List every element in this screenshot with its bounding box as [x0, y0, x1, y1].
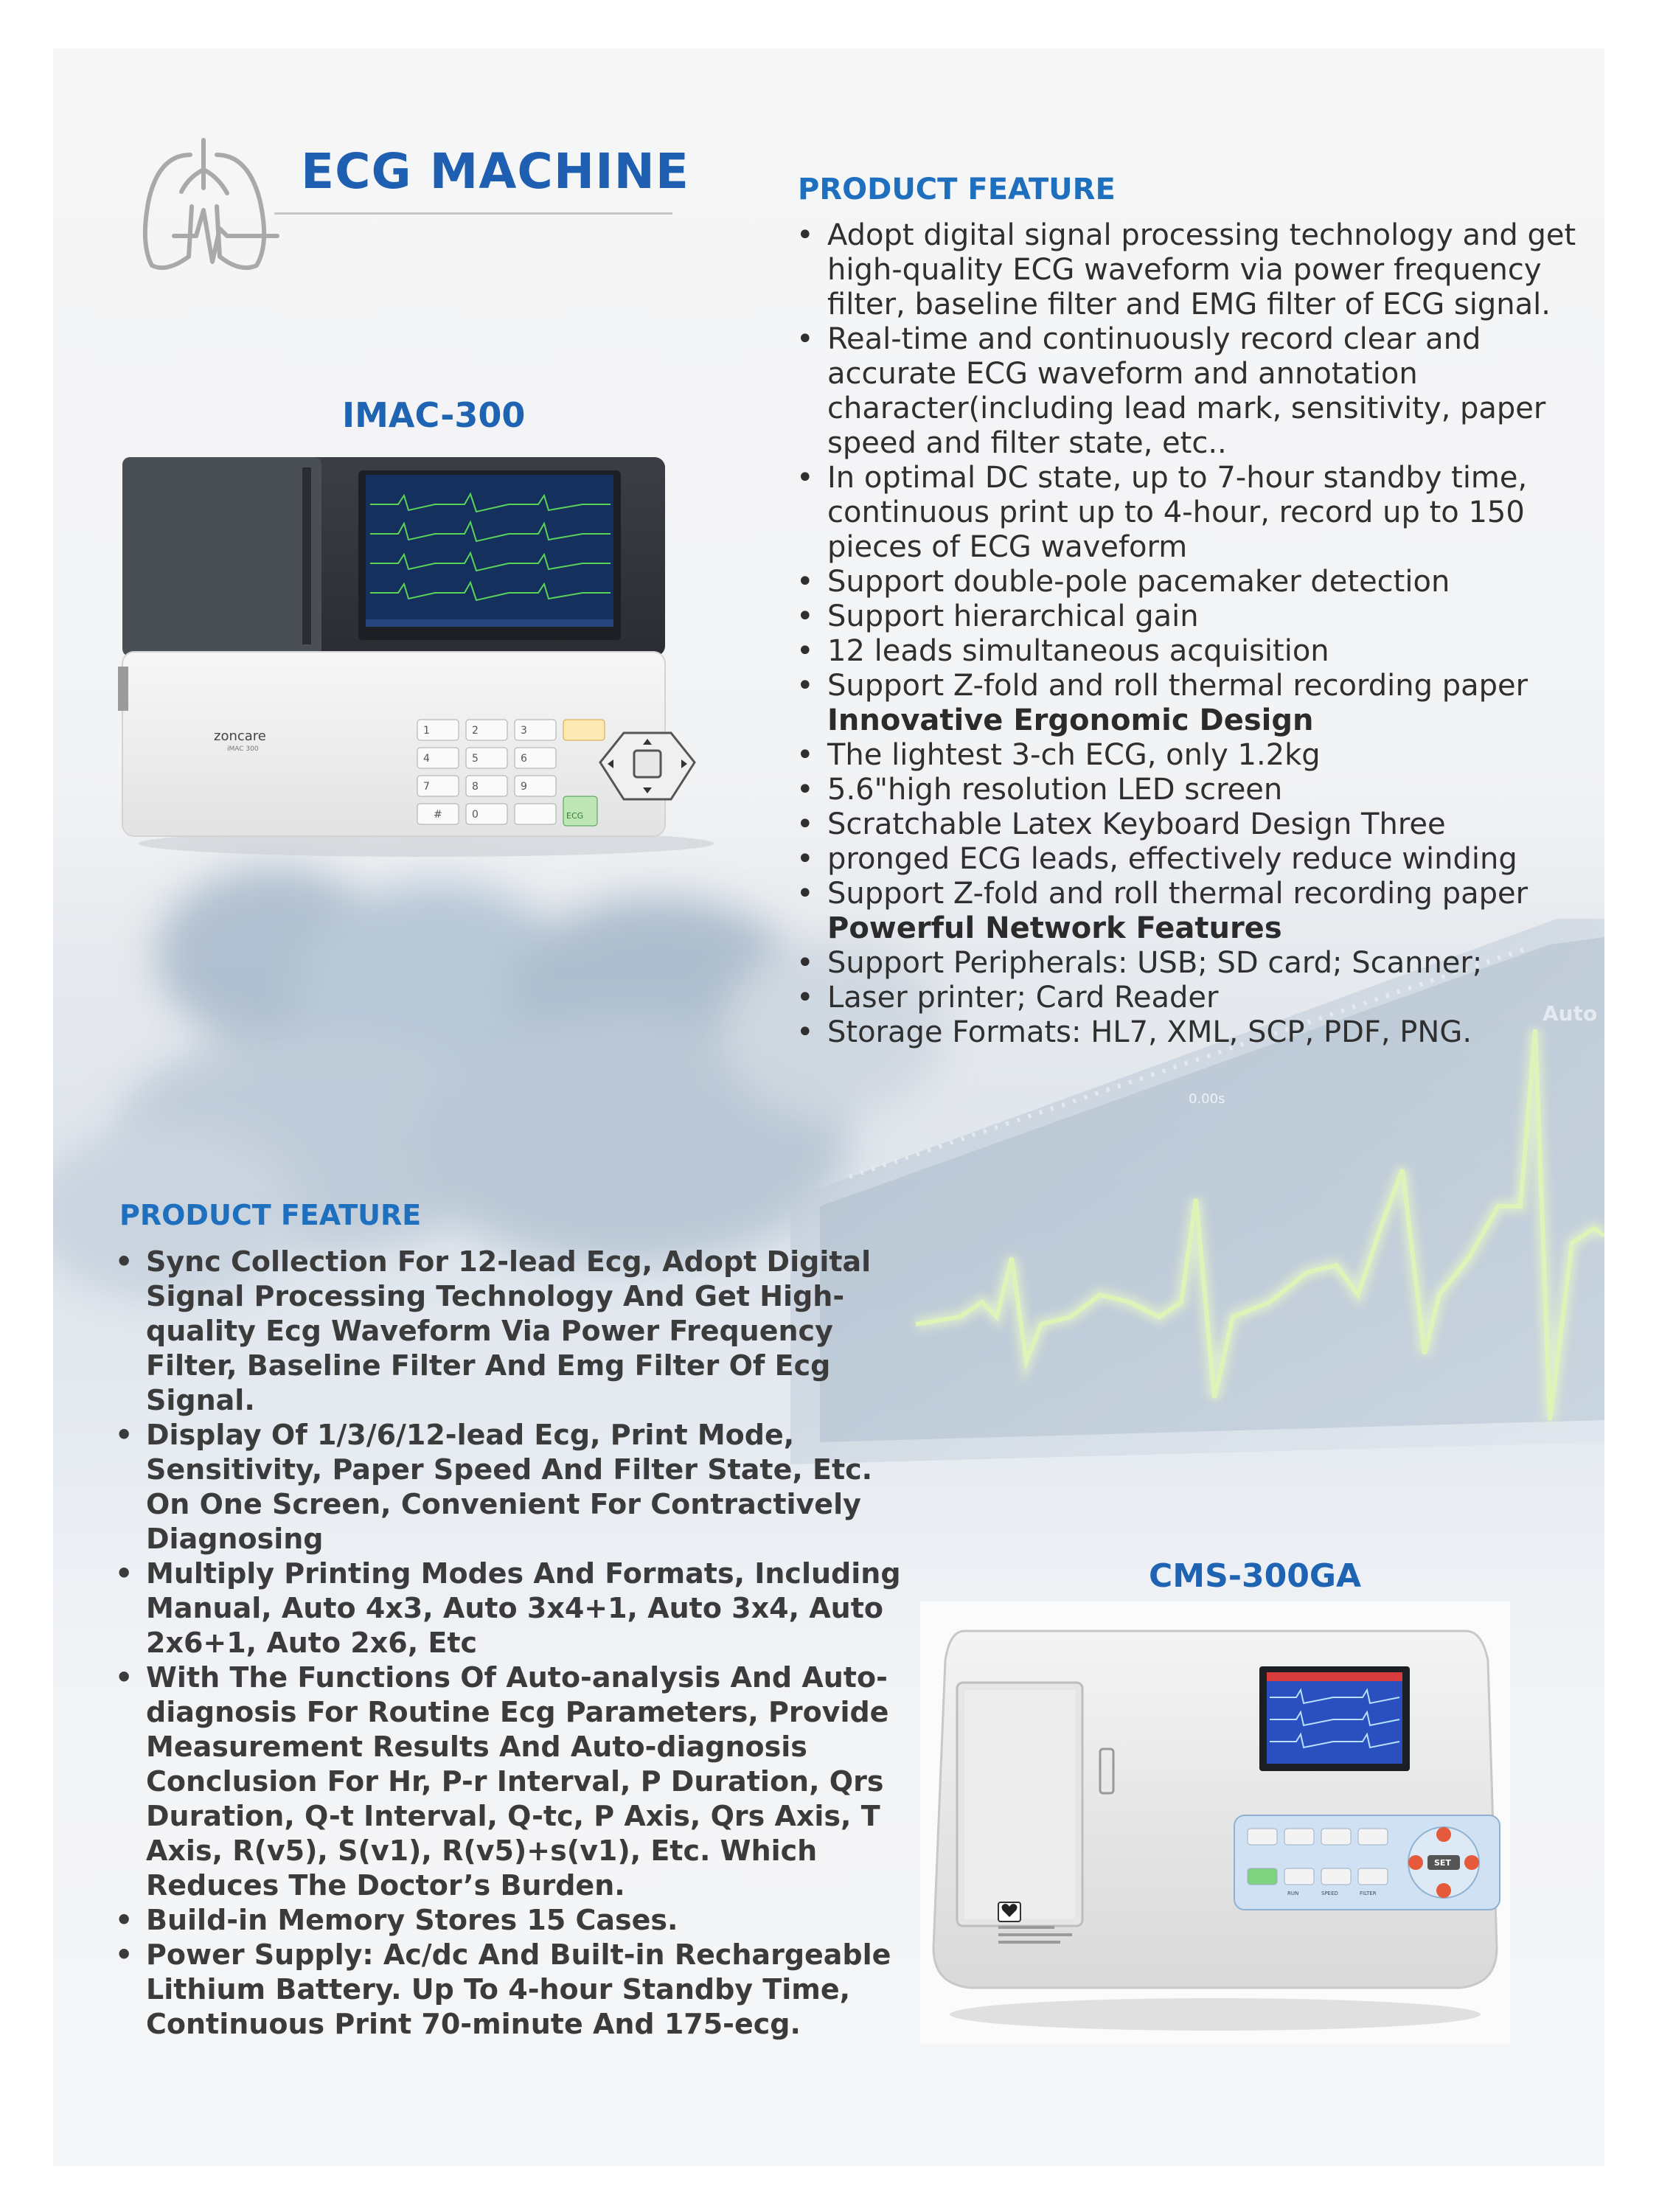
- feature-item: • pronged ECG leads, effectively reduce winding: [793, 842, 1590, 877]
- device-key: 8: [472, 781, 479, 793]
- model-name-cms300ga: CMS-300GA: [1149, 1557, 1362, 1595]
- feature-item: • 5.6"high resolution LED screen: [793, 773, 1590, 807]
- device-brand-label: zoncare: [214, 728, 266, 744]
- feature-item: • The lightest 3-ch ECG, only 1.2kg: [793, 738, 1590, 773]
- cms300ga-device-image: [920, 1601, 1510, 2044]
- feature-item: • Build-in Memory Stores 15 Cases.: [112, 1903, 923, 1938]
- model-name-imac300: IMAC-300: [342, 395, 526, 435]
- device-key: 4: [423, 753, 430, 765]
- feature-item: • In optimal DC state, up to 7-hour standby time, continuous print up to 4-hour, record up to 150 pieces of ECG waveform: [793, 461, 1590, 565]
- brochure-page: [53, 49, 1604, 2166]
- device-key: ECG: [566, 811, 584, 821]
- feature-item: • Storage Formats: HL7, XML, SCP, PDF, PNG.: [793, 1015, 1590, 1050]
- feature-item: • Display Of 1/3/6/12-lead Ecg, Print Mode, Sensitivity, Paper Speed And Filter State, Etc. On One Screen, Convenient For Contractively Diagnosing: [112, 1418, 923, 1557]
- feature-item: • Power Supply: Ac/dc And Built-in Rechargeable Lithium Battery. Up To 4-hour Standby Time, Continuous Print 70-minute And 175-ecg.: [112, 1938, 923, 2042]
- device-key: 3: [521, 725, 527, 737]
- right-features-heading: PRODUCT FEATURE: [798, 173, 1116, 206]
- feature-item: • Support double-pole pacemaker detection: [793, 565, 1590, 599]
- subheading-network: Powerful Network Features: [827, 911, 1282, 945]
- device-key: #: [434, 809, 442, 821]
- device-key: 9: [521, 781, 527, 793]
- device-key: 5: [472, 753, 479, 765]
- device-key: 7: [423, 781, 430, 793]
- title-underline: [274, 212, 672, 215]
- device-button-label: RUN: [1287, 1891, 1299, 1896]
- left-features-heading: PRODUCT FEATURE: [119, 1199, 422, 1231]
- device-dpad: [1408, 1827, 1479, 1898]
- device-key: 6: [521, 753, 527, 765]
- feature-item: • Scratchable Latex Keyboard Design Three: [793, 807, 1590, 842]
- device-button-label: SPEED: [1321, 1891, 1338, 1896]
- feature-item: • Adopt digital signal processing technology and get high-quality ECG waveform via power frequency filter, baseline filter and EMG filter of ECG signal.: [793, 218, 1590, 322]
- device-model-label: iMAC 300: [227, 745, 259, 753]
- feature-item: • 12 leads simultaneous acquisition: [793, 634, 1590, 669]
- device-key: 0: [472, 809, 479, 821]
- left-feature-list: [112, 1245, 923, 2042]
- monitor-label: Auto: [1543, 1001, 1598, 1026]
- feature-item: • With The Functions Of Auto-analysis And Auto-diagnosis For Routine Ecg Parameters, Provide Measurement Results And Auto-diagnosis Conclusion For Hr, P-r Interval, P Duration, Qrs Duration, Q-t Interval, Q-tc, P Axis, Qrs Axis, T Axis, R(v5), S(v1), R(v5)+s(v1), Etc. Which Reduces The Doctor’s Burden.: [112, 1660, 923, 1903]
- imac300-device-image: [118, 453, 734, 866]
- device-button-label: FILTER: [1360, 1891, 1377, 1896]
- feature-item: • Support Peripherals: USB; SD card; Scanner;: [793, 946, 1590, 981]
- feature-item: • Multiply Printing Modes And Formats, Including Manual, Auto 4x3, Auto 3x4+1, Auto 3x4, Auto 2x6+1, Auto 2x6, Etc: [112, 1557, 923, 1660]
- feature-item: • Support Z-fold and roll thermal recording paper: [793, 669, 1590, 703]
- right-feature-list: [793, 218, 1590, 1050]
- feature-item: • Real-time and continuously record clear and accurate ECG waveform and annotation character(including lead mark, sensitivity, paper speed and filter state, etc..: [793, 322, 1590, 461]
- device-key: 2: [472, 725, 479, 737]
- page-title: ECG MACHINE: [301, 143, 689, 200]
- feature-item: • Support hierarchical gain: [793, 599, 1590, 634]
- device-key: 1: [423, 725, 430, 737]
- feature-item: • Support Z-fold and roll thermal recording paper: [793, 877, 1590, 911]
- monitor-value: 0.00s: [1189, 1091, 1225, 1107]
- subheading-ergonomic: Innovative Ergonomic Design: [827, 703, 1314, 737]
- lungs-ecg-logo: [130, 125, 285, 280]
- feature-item: • Laser printer; Card Reader: [793, 981, 1590, 1015]
- feature-item: • Sync Collection For 12-lead Ecg, Adopt Digital Signal Processing Technology And Get High-quality Ecg Waveform Via Power Frequency Filter, Baseline Filter And Emg Filter Of Ecg Signal.: [112, 1245, 923, 1418]
- device-set-label: SET: [1434, 1858, 1451, 1868]
